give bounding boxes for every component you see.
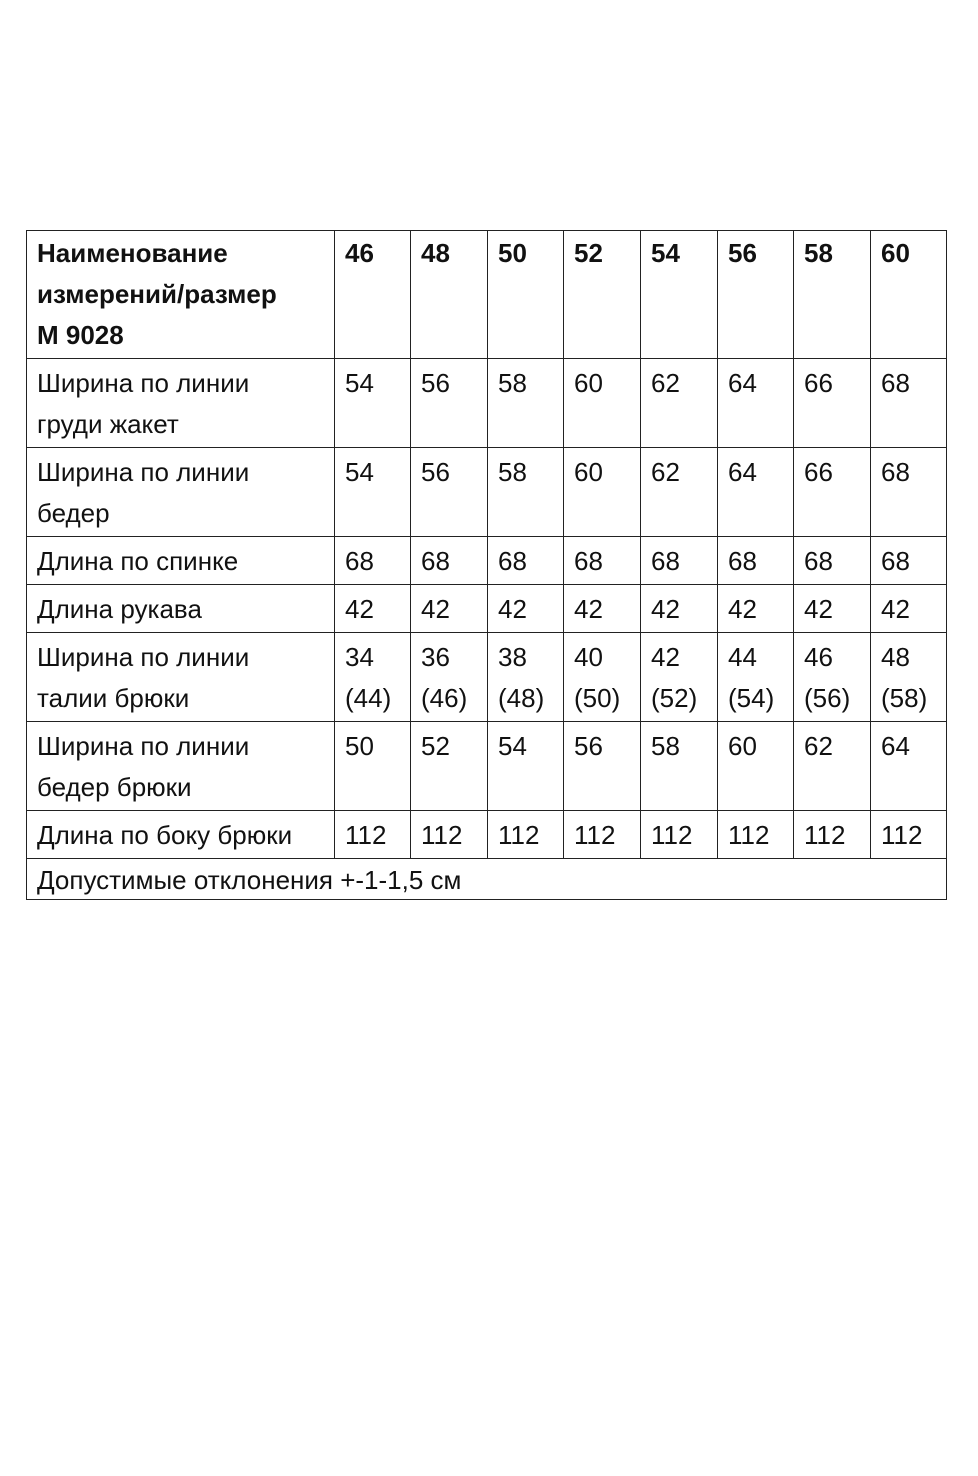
measurement-value: 112 — [651, 820, 693, 850]
measurement-value: 36 — [421, 642, 450, 672]
measurement-value-cell — [641, 722, 718, 811]
measurement-value: 42 — [651, 642, 680, 672]
measurement-value-cell — [411, 585, 488, 633]
measurement-label-line: Ширина по линии — [37, 457, 250, 487]
measurement-label-line: талии брюки — [37, 683, 190, 713]
measurement-value: 58 — [498, 457, 527, 487]
measurement-label-cell — [27, 811, 335, 859]
measurement-value: 68 — [881, 368, 910, 398]
measurement-value-cell — [335, 811, 411, 859]
measurement-value-cell — [335, 722, 411, 811]
measurement-value: 112 — [881, 820, 923, 850]
tolerance-note: Допустимые отклонения +-1-1,5 см — [27, 859, 947, 900]
measurement-value: 68 — [881, 546, 910, 576]
measurement-value: 50 — [345, 731, 374, 761]
measurement-value-cell — [718, 722, 794, 811]
measurement-value: 56 — [574, 731, 603, 761]
measurement-value-cell — [871, 537, 947, 585]
measurement-value-cell — [564, 537, 641, 585]
measurement-label-line: бедер брюки — [37, 772, 192, 802]
measurement-value: 42 — [728, 594, 757, 624]
measurement-value-cell — [794, 537, 871, 585]
measurement-value-cell — [718, 359, 794, 448]
measurement-value-cell — [488, 811, 564, 859]
measurement-value-cell — [718, 448, 794, 537]
measurement-value: 68 — [421, 546, 450, 576]
measurement-value-cell — [641, 537, 718, 585]
measurement-value: 42 — [498, 594, 527, 624]
size-header-cell: 58 — [794, 231, 871, 359]
header-label-line: Наименование — [37, 238, 228, 268]
measurement-value: 68 — [498, 546, 527, 576]
table-row — [27, 359, 947, 448]
measurement-label-cell — [27, 448, 335, 537]
table-row — [27, 633, 947, 722]
measurement-value-cell — [641, 811, 718, 859]
measurement-value-cell — [488, 585, 564, 633]
header-row — [27, 231, 947, 359]
size-header-cell: 56 — [718, 231, 794, 359]
measurement-value-cell — [641, 633, 718, 722]
measurement-value: 112 — [421, 820, 463, 850]
measurement-value: 68 — [345, 546, 374, 576]
measurement-value: 68 — [651, 546, 680, 576]
measurement-value: 42 — [421, 594, 450, 624]
measurement-value: 54 — [345, 457, 374, 487]
measurement-label-line: Длина рукава — [37, 594, 202, 624]
measurement-value-cell — [411, 537, 488, 585]
measurement-value: 66 — [804, 457, 833, 487]
measurement-value: (44) — [345, 683, 392, 713]
measurement-value: 62 — [651, 368, 680, 398]
measurement-label-line: бедер — [37, 498, 110, 528]
measurement-value: 46 — [804, 642, 833, 672]
measurement-value: 42 — [345, 594, 374, 624]
measurement-value: 56 — [421, 368, 450, 398]
measurement-value: 64 — [728, 457, 757, 487]
measurement-value-cell — [718, 537, 794, 585]
header-label-line: измерений/размер — [37, 279, 277, 309]
measurement-value-cell — [794, 633, 871, 722]
table-row — [27, 448, 947, 537]
measurement-value: 112 — [728, 820, 770, 850]
measurement-value: 58 — [498, 368, 527, 398]
measurement-value-cell — [488, 633, 564, 722]
measurement-value: (58) — [881, 683, 928, 713]
measurement-value-cell — [794, 448, 871, 537]
measurement-value-cell — [794, 585, 871, 633]
size-header-cell: 50 — [488, 231, 564, 359]
measurement-value-cell — [411, 811, 488, 859]
footer-row — [27, 859, 947, 900]
measurement-value-cell — [871, 722, 947, 811]
measurement-value-cell — [564, 633, 641, 722]
size-header-cell: 48 — [411, 231, 488, 359]
measurement-value: 60 — [574, 457, 603, 487]
measurement-value: 38 — [498, 642, 527, 672]
header-label-cell — [27, 231, 335, 359]
measurement-value: 54 — [345, 368, 374, 398]
measurement-value: (56) — [804, 683, 851, 713]
measurement-value-cell — [871, 448, 947, 537]
measurement-label-cell — [27, 537, 335, 585]
measurement-label-line: Длина по боку брюки — [37, 820, 293, 850]
measurement-label-line: Ширина по линии — [37, 368, 250, 398]
measurement-value-cell — [794, 811, 871, 859]
size-header-cell: 46 — [335, 231, 411, 359]
size-header-cell: 54 — [641, 231, 718, 359]
measurement-value: 112 — [498, 820, 540, 850]
measurement-value-cell — [488, 359, 564, 448]
measurement-value-cell — [871, 633, 947, 722]
measurement-label-cell — [27, 722, 335, 811]
measurement-value: 42 — [804, 594, 833, 624]
measurement-value-cell — [564, 359, 641, 448]
measurement-label-cell — [27, 359, 335, 448]
measurement-value-cell — [564, 448, 641, 537]
measurement-value: 68 — [728, 546, 757, 576]
table-row — [27, 811, 947, 859]
measurement-value-cell — [488, 722, 564, 811]
measurement-value: 62 — [651, 457, 680, 487]
measurement-value-cell — [411, 359, 488, 448]
measurement-value-cell — [794, 359, 871, 448]
measurement-label-cell — [27, 585, 335, 633]
measurement-value: 68 — [804, 546, 833, 576]
table-row — [27, 722, 947, 811]
measurement-value: 68 — [881, 457, 910, 487]
measurement-value: 112 — [345, 820, 387, 850]
measurement-value: 34 — [345, 642, 374, 672]
measurement-value-cell — [411, 633, 488, 722]
measurement-label-line: Длина по спинке — [37, 546, 239, 576]
measurement-value-cell — [564, 811, 641, 859]
measurement-value: (46) — [421, 683, 468, 713]
measurement-value: 112 — [804, 820, 846, 850]
measurement-value-cell — [488, 448, 564, 537]
size-header-cell: 60 — [871, 231, 947, 359]
measurement-value: 112 — [574, 820, 616, 850]
measurement-value-cell — [718, 633, 794, 722]
measurement-value-cell — [871, 811, 947, 859]
measurement-value: (48) — [498, 683, 545, 713]
table-row — [27, 585, 947, 633]
measurement-value-cell — [411, 448, 488, 537]
measurement-value-cell — [335, 448, 411, 537]
measurement-value: 58 — [651, 731, 680, 761]
measurement-value-cell — [718, 811, 794, 859]
measurement-value: 42 — [651, 594, 680, 624]
measurement-value: (54) — [728, 683, 775, 713]
measurement-value-cell — [564, 722, 641, 811]
header-label-line: М 9028 — [37, 320, 124, 350]
measurement-value-cell — [411, 722, 488, 811]
measurement-value: (52) — [651, 683, 698, 713]
size-chart-table — [26, 230, 947, 900]
measurement-value-cell — [488, 537, 564, 585]
measurement-value: 40 — [574, 642, 603, 672]
measurement-value: 60 — [574, 368, 603, 398]
table-row — [27, 537, 947, 585]
measurement-label-cell — [27, 633, 335, 722]
measurement-value: 62 — [804, 731, 833, 761]
measurement-value-cell — [641, 585, 718, 633]
measurement-value: 44 — [728, 642, 757, 672]
measurement-value: (50) — [574, 683, 621, 713]
measurement-value: 56 — [421, 457, 450, 487]
measurement-label-line: Ширина по линии — [37, 642, 250, 672]
measurement-value-cell — [641, 359, 718, 448]
measurement-value: 60 — [728, 731, 757, 761]
measurement-value: 42 — [574, 594, 603, 624]
measurement-value: 68 — [574, 546, 603, 576]
measurement-value: 66 — [804, 368, 833, 398]
measurement-value-cell — [718, 585, 794, 633]
measurement-value: 64 — [881, 731, 910, 761]
measurement-value: 54 — [498, 731, 527, 761]
measurement-value-cell — [335, 585, 411, 633]
measurement-label-line: Ширина по линии — [37, 731, 250, 761]
measurement-value-cell — [641, 448, 718, 537]
measurement-value-cell — [335, 359, 411, 448]
measurement-value-cell — [335, 633, 411, 722]
measurement-value-cell — [335, 537, 411, 585]
measurement-value-cell — [871, 585, 947, 633]
size-header-cell: 52 — [564, 231, 641, 359]
measurement-value: 48 — [881, 642, 910, 672]
measurement-value-cell — [794, 722, 871, 811]
measurement-value: 42 — [881, 594, 910, 624]
measurement-value-cell — [564, 585, 641, 633]
measurement-value: 52 — [421, 731, 450, 761]
measurement-value: 64 — [728, 368, 757, 398]
measurement-value-cell — [871, 359, 947, 448]
measurement-label-line: груди жакет — [37, 409, 179, 439]
